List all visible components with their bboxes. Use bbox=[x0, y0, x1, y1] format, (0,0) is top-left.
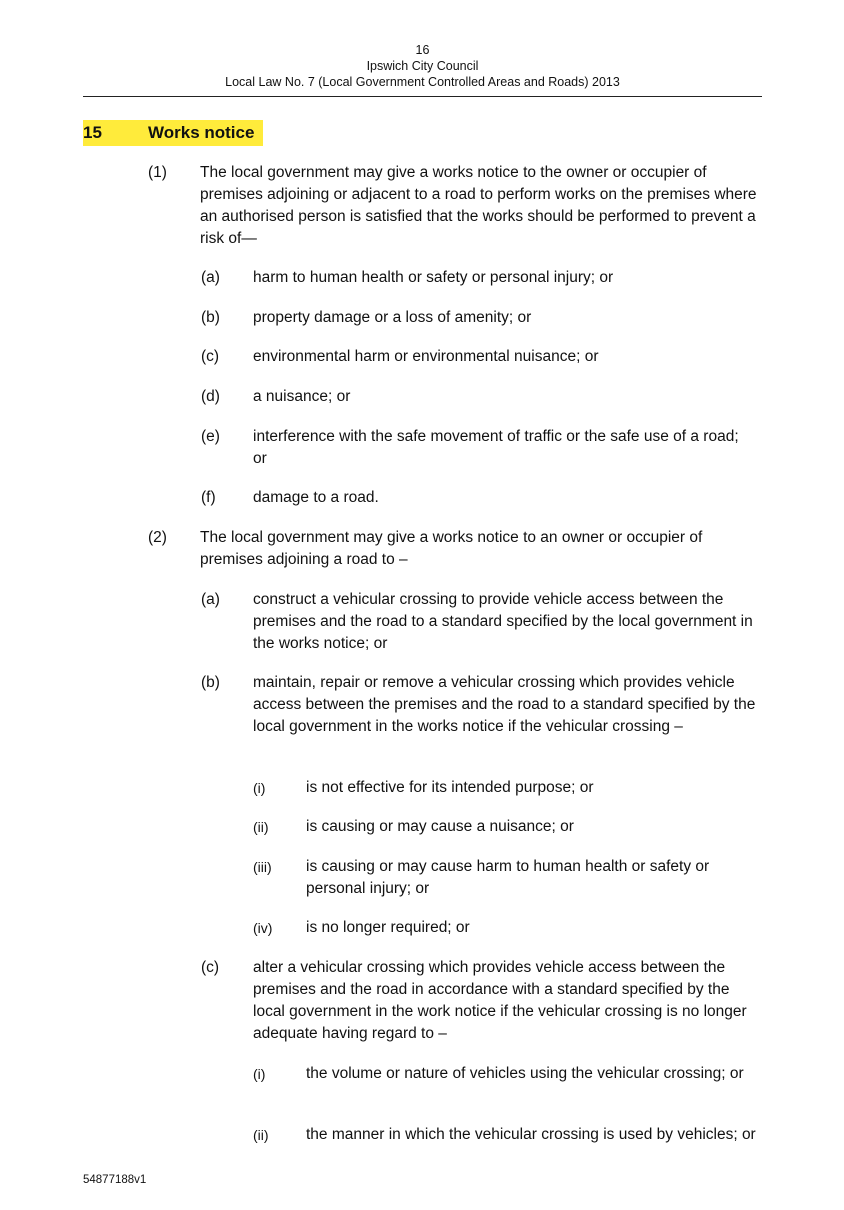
subparagraph-text: is not effective for its intended purpose; or bbox=[306, 779, 594, 796]
paragraph-label: (e) bbox=[201, 428, 220, 445]
paragraph-text: property damage or a loss of amenity; or bbox=[253, 309, 532, 326]
subsection-text: The local government may give a works notice to the owner or occupier of premises adjoining or adjacent to a road to perform works on the premises where an authorised person is satisfied that the works should be performed to prevent a risk of— bbox=[200, 164, 757, 247]
subparagraph-label: (i) bbox=[253, 780, 266, 796]
paragraph-label: (d) bbox=[201, 388, 220, 405]
subparagraph-label: (ii) bbox=[253, 819, 269, 835]
paragraph-text: a nuisance; or bbox=[253, 388, 351, 405]
paragraph-text: damage to a road. bbox=[253, 489, 379, 506]
subparagraph-label: (iii) bbox=[253, 859, 272, 875]
section-heading bbox=[83, 120, 263, 146]
subparagraph-text: is no longer required; or bbox=[306, 919, 470, 936]
paragraph-label: (b) bbox=[201, 309, 220, 326]
paragraph-label: (c) bbox=[201, 959, 220, 976]
subsection-text: The local government may give a works notice to an owner or occupier of premises adjoining a road to – bbox=[200, 529, 703, 568]
section-number: 15 bbox=[83, 123, 102, 142]
subparagraph-label: (i) bbox=[253, 1066, 266, 1082]
paragraph-text: maintain, repair or remove a vehicular crossing which provides vehicle access between the premises and the road to a standard specified by the local government in the works notice if the vehicular crossing – bbox=[253, 674, 756, 735]
subparagraph-text: is causing or may cause harm to human health or safety or personal injury; or bbox=[306, 858, 710, 897]
section-title: Works notice bbox=[148, 123, 255, 142]
paragraph-text: harm to human health or safety or personal injury; or bbox=[253, 269, 614, 286]
page-number: 16 bbox=[415, 43, 430, 57]
paragraph-text: environmental harm or environmental nuisance; or bbox=[253, 348, 599, 365]
paragraph-label: (f) bbox=[201, 489, 216, 506]
paragraph-text: interference with the safe movement of traffic or the safe use of a road; or bbox=[253, 428, 739, 467]
subparagraph-text: is causing or may cause a nuisance; or bbox=[306, 818, 574, 835]
subsection-label: (2) bbox=[148, 529, 167, 546]
document-id: 54877188v1 bbox=[83, 1174, 147, 1186]
subparagraph-text: the manner in which the vehicular crossing is used by vehicles; or bbox=[306, 1126, 756, 1143]
header-rule bbox=[83, 96, 762, 97]
subparagraph-label: (ii) bbox=[253, 1127, 269, 1143]
paragraph-label: (b) bbox=[201, 674, 220, 691]
subsection-label: (1) bbox=[148, 164, 167, 181]
subparagraph-label: (iv) bbox=[253, 920, 273, 936]
paragraph-label: (a) bbox=[201, 269, 220, 286]
paragraph-label: (c) bbox=[201, 348, 220, 365]
subparagraph-text: the volume or nature of vehicles using the vehicular crossing; or bbox=[306, 1065, 744, 1082]
paragraph-text: alter a vehicular crossing which provides vehicle access between the premises and the road in accordance with a standard specified by the local government in the work notice if the vehicular crossing is no longer adequate having regard to – bbox=[253, 959, 747, 1042]
council-name: Ipswich City Council bbox=[366, 59, 479, 73]
page-header bbox=[83, 42, 762, 90]
paragraph-label: (a) bbox=[201, 591, 220, 608]
paragraph-text: construct a vehicular crossing to provide vehicle access between the premises and the road to a standard specified by the local government in the works notice; or bbox=[253, 591, 753, 652]
law-title: Local Law No. 7 (Local Government Controlled Areas and Roads) 2013 bbox=[225, 75, 620, 89]
